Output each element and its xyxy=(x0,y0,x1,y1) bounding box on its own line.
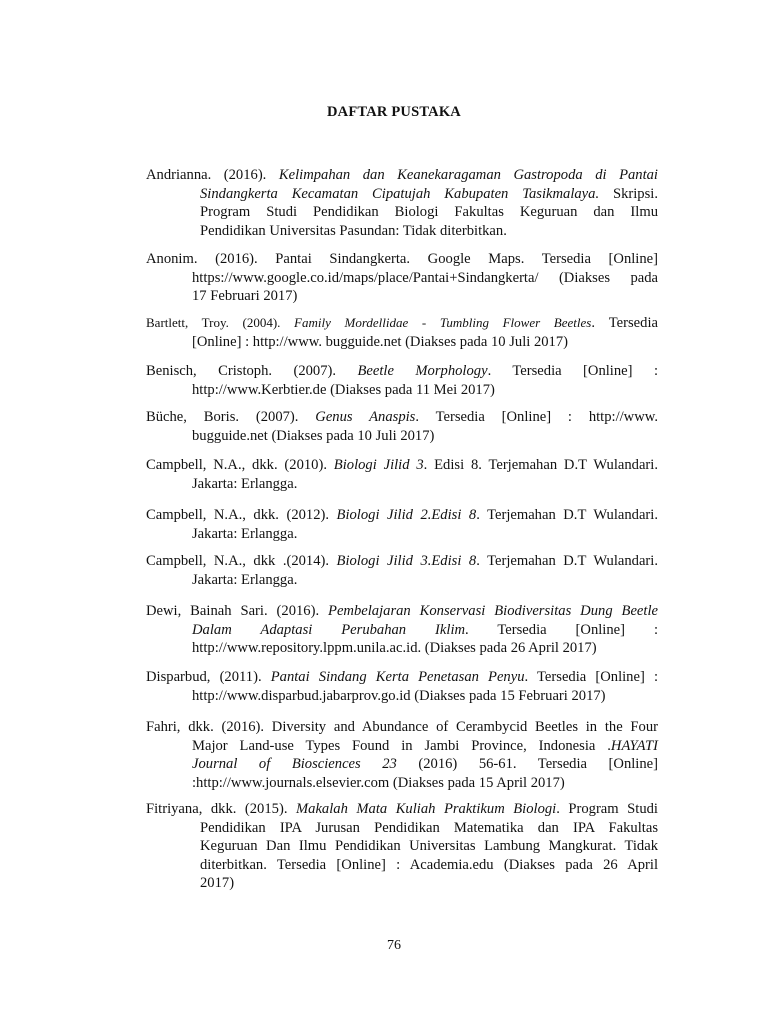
reference-line xyxy=(146,668,658,687)
text-run: Benisch, Cristoph. (2007). xyxy=(146,363,358,379)
italic-text: HAYATI xyxy=(610,737,658,754)
reference-line xyxy=(146,571,658,590)
reference-line xyxy=(146,333,658,352)
text-run: . Tersedia [Online] : xyxy=(487,363,659,379)
italic-text: Biologi Jilid 2.Edisi 8 xyxy=(336,507,477,523)
reference-line xyxy=(146,819,658,838)
text-run: [Online] : http://www. bugguide.net (Diakses pada 10 Juli 2017) xyxy=(192,333,568,350)
reference-line xyxy=(146,639,658,658)
reference-line xyxy=(146,314,658,333)
text-run: . Tersedia xyxy=(591,315,658,331)
reference-line xyxy=(146,475,658,494)
text-run: Major Land-use Types Found in Jambi Province, Indonesia . xyxy=(192,737,611,754)
text-run: Fahri, dkk. (2016). Diversity and Abundance of Cerambycid Beetles in the Four xyxy=(146,719,658,735)
italic-text: Journal of Biosciences 23 xyxy=(192,756,397,773)
reference-line xyxy=(146,222,658,241)
reference-line xyxy=(146,408,658,427)
text-run: http://www.disparbud.jabarprov.go.id (Diakses pada 15 Februari 2017) xyxy=(192,687,606,704)
italic-text: Biologi Jilid 3 xyxy=(333,457,424,473)
reference-line xyxy=(146,755,658,774)
reference-entry xyxy=(146,250,658,306)
reference-entry xyxy=(146,166,658,240)
reference-entry xyxy=(146,668,658,705)
reference-entry xyxy=(146,718,658,792)
text-run: Dewi, Bainah Sari. (2016). xyxy=(146,603,329,619)
italic-text: Dalam Adaptasi Perubahan Iklim xyxy=(192,621,466,638)
text-run: Anonim. (2016). Pantai Sindangkerta. Google Maps. Tersedia [Online] xyxy=(146,251,658,267)
text-run: . Tersedia [Online] : xyxy=(524,669,659,685)
reference-line xyxy=(146,856,658,875)
text-run: 17 Februari 2017) xyxy=(192,288,298,305)
italic-text: Pembelajaran Konservasi Biodiversitas Dung Beetle xyxy=(328,603,658,619)
reference-entry xyxy=(146,362,658,399)
text-run: Disparbud, (2011). xyxy=(146,669,271,685)
reference-line xyxy=(146,250,658,269)
italic-text: Kelimpahan dan Keanekaragaman Gastropoda di Pantai xyxy=(278,167,658,183)
italic-text: Biologi Jilid 3.Edisi 8 xyxy=(336,553,477,569)
reference-entry xyxy=(146,314,658,351)
reference-line xyxy=(146,621,658,640)
text-run: . Terjemahan D.T Wulandari. xyxy=(476,553,658,569)
text-run: Jakarta: Erlangga. xyxy=(192,475,298,492)
italic-text: Pantai Sindang Kerta Penetasan Penyu xyxy=(270,669,525,685)
reference-line xyxy=(146,552,658,571)
text-run: Keguruan Dan Ilmu Pendidikan Universitas Lambung Mangkurat. Tidak xyxy=(200,838,658,855)
reference-line xyxy=(146,602,658,621)
text-run: diterbitkan. Tersedia [Online] : Academia.edu (Diakses pada 26 April xyxy=(200,856,658,873)
text-run: . Tersedia [Online] : xyxy=(465,621,658,638)
reference-entry xyxy=(146,800,658,893)
text-run: http://www.Kerbtier.de (Diakses pada 11 Mei 2017) xyxy=(192,381,495,398)
reference-line xyxy=(146,525,658,544)
reference-line xyxy=(146,185,658,204)
italic-text: Family Mordellidae - Tumbling Flower Beetles xyxy=(294,315,592,330)
reference-line xyxy=(146,774,658,793)
text-run: Program Studi Pendidikan Biologi Fakultas Keguruan dan Ilmu xyxy=(200,204,658,221)
text-run: Pendidikan IPA Jurusan Pendidikan Matematika dan IPA Fakultas xyxy=(200,819,658,836)
text-run: Andrianna. (2016). xyxy=(146,167,279,183)
reference-line xyxy=(146,800,658,819)
reference-line xyxy=(146,269,658,288)
reference-line xyxy=(146,874,658,893)
reference-line xyxy=(146,362,658,381)
reference-line xyxy=(146,287,658,306)
text-run: Pendidikan Universitas Pasundan: Tidak diterbitkan. xyxy=(200,222,507,239)
reference-entry xyxy=(146,602,658,658)
reference-line xyxy=(146,506,658,525)
text-run: Campbell, N.A., dkk .(2014). xyxy=(146,553,337,569)
reference-line xyxy=(146,718,658,737)
page-title: DAFTAR PUSTAKA xyxy=(327,104,461,120)
reference-entry xyxy=(146,506,658,543)
text-run: bugguide.net (Diakses pada 10 Juli 2017) xyxy=(192,427,435,444)
reference-line xyxy=(146,687,658,706)
text-run: 2017) xyxy=(200,875,235,892)
reference-line xyxy=(146,837,658,856)
italic-text: Beetle Morphology xyxy=(357,363,488,379)
text-run: Fitriyana, dkk. (2015). xyxy=(146,801,296,817)
page-number: 76 xyxy=(387,938,401,953)
reference-entry xyxy=(146,408,658,445)
reference-line xyxy=(146,456,658,475)
text-run: Bartlett, Troy. (2004). xyxy=(146,315,295,330)
text-run: Skripsi. xyxy=(599,185,658,202)
italic-text: Genus Anaspis xyxy=(315,409,416,425)
text-run: (2016) 56-61. Tersedia [Online] xyxy=(396,756,658,773)
text-run: . Program Studi xyxy=(556,801,658,817)
text-run: Campbell, N.A., dkk. (2010). xyxy=(146,457,334,473)
reference-line xyxy=(146,737,658,756)
text-run: https://www.google.co.id/maps/place/Pantai+Sindangkerta/ (Diakses pada xyxy=(192,269,658,286)
text-run: :http://www.journals.elsevier.com (Diakses pada 15 April 2017) xyxy=(192,774,565,791)
text-run: . Terjemahan D.T Wulandari. xyxy=(476,507,658,523)
text-run: . Edisi 8. Terjemahan D.T Wulandari. xyxy=(423,457,658,473)
text-run: Büche, Boris. (2007). xyxy=(146,409,316,425)
reference-line xyxy=(146,381,658,400)
text-run: Campbell, N.A., dkk. (2012). xyxy=(146,507,337,523)
text-run: http://www.repository.lppm.unila.ac.id. (Diakses pada 26 April 2017) xyxy=(192,640,597,657)
text-run: Jakarta: Erlangga. xyxy=(192,571,298,588)
text-run: Jakarta: Erlangga. xyxy=(192,525,298,542)
reference-entry xyxy=(146,456,658,493)
text-run: . Tersedia [Online] : http://www. xyxy=(415,409,658,425)
reference-line xyxy=(146,203,658,222)
reference-entry xyxy=(146,552,658,589)
italic-text: Makalah Mata Kuliah Praktikum Biologi xyxy=(295,801,557,817)
reference-line xyxy=(146,427,658,446)
italic-text: Sindangkerta Kecamatan Cipatujah Kabupaten Tasikmalaya. xyxy=(200,185,600,202)
reference-line xyxy=(146,166,658,185)
